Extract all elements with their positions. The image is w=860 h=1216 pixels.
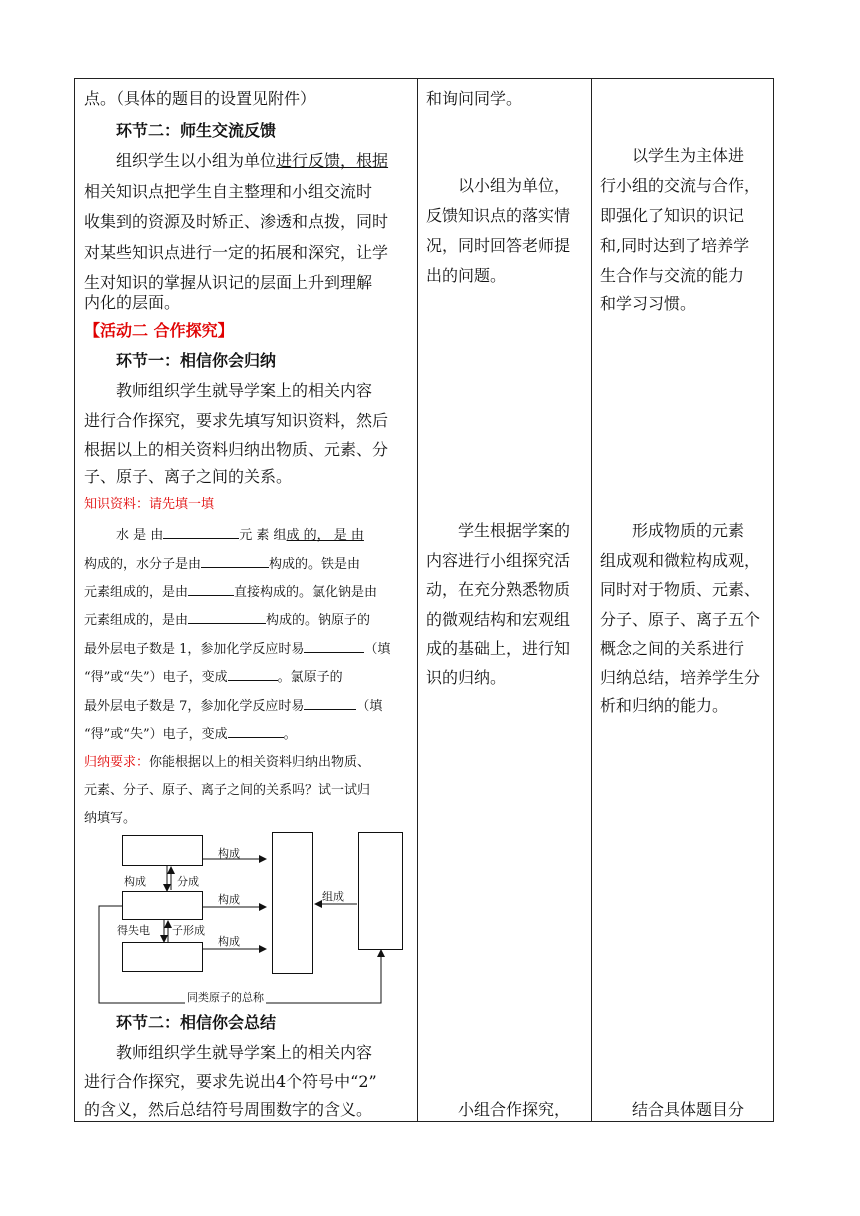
text-line: 析和归纳的能力。 (600, 696, 729, 715)
blank-box-element[interactable] (358, 832, 403, 950)
underlined-text: ， 是 由 (316, 528, 364, 543)
text-span: 。 (283, 727, 297, 742)
text-line: 内容进行小组探究活 (426, 551, 571, 570)
text-line: 出的问题。 (426, 266, 507, 285)
section-heading: 环节二：师生交流反馈 (116, 121, 277, 140)
text-line: 相关知识点把学生自主整理和小组交流时 (84, 182, 373, 201)
text-line: 进行合作探究，要求先填写知识资料，然后 (84, 411, 389, 430)
text-line: 归纳总结，培养学生分 (600, 668, 761, 687)
text-line: 行小组的交流与合作， (600, 176, 761, 195)
blank-box-atom[interactable] (122, 891, 203, 920)
label-compose-right: 组成 (322, 890, 344, 903)
label-make-1: 构成 (218, 847, 240, 860)
text-span: “得”或“失”）电子，变成 (84, 727, 228, 742)
text-line: 的含义，然后总结符号周围数字的含义。 (84, 1100, 373, 1119)
text-line: 结合具体题目分 (632, 1100, 745, 1119)
text-line: 分子、原子、离子五个 (600, 610, 761, 629)
blank-box-substance[interactable] (272, 832, 313, 974)
text-span: 水 是 由 (116, 528, 164, 543)
text-span: 组织学生以小组为单位 (116, 151, 277, 170)
text-span: 构成的。铁是由 (269, 557, 361, 572)
text-line: 进行合作探究，要求先说出4个符号中“2” (84, 1072, 377, 1091)
label-split: 分成 (177, 875, 199, 888)
text-line: 教师组织学生就导学案上的相关内容 (116, 1043, 373, 1062)
text-line: 生合作与交流的能力 (600, 266, 745, 285)
text-line: 组成观和微粒构成观， (600, 551, 761, 570)
text-span: 构成的。钠原子的 (266, 613, 371, 628)
text-line: 同时对于物质、元素、 (600, 580, 761, 599)
knowledge-label: 知识资料：请先填一填 (84, 497, 215, 512)
section-heading: 环节一：相信你会归纳 (116, 351, 277, 370)
text-line: 小组合作探究， (458, 1100, 571, 1119)
label-gain-lose: 得失电 (117, 924, 150, 937)
text-line: 纳填写。 (84, 811, 137, 826)
text-span: 最外层电子数是 1，参加化学反应时易 (84, 642, 305, 657)
text-span: “得”或“失”）电子，变成 (84, 670, 228, 685)
blank-box-molecule[interactable] (122, 835, 203, 866)
text-span: 元素组成的，是由 (84, 613, 189, 628)
text-line: 以学生为主体进 (632, 146, 745, 165)
text-line: 和,同时达到了培养学 (600, 236, 750, 255)
text-line: 生对知识的掌握从识记的层面上升到理解 (84, 273, 373, 292)
underlined-text: 成 的 (286, 528, 317, 543)
underlined-text: 进行反馈 (276, 151, 341, 170)
text-line: 根据以上的相关资料归纳出物质、元素、分 (84, 440, 389, 459)
blank-box-ion[interactable] (122, 942, 203, 972)
summary-requirement-label: 归纳要求： (84, 755, 150, 770)
text-line: 即强化了知识的识记 (600, 206, 745, 225)
text-line: 元素、分子、原子、离子之间的关系吗？试一试归 (84, 783, 371, 798)
text-line: 概念之间的关系进行 (600, 639, 745, 658)
text-line: 子、原子、离子之间的关系。 (84, 467, 293, 486)
activity-heading: 【活动二 合作探究】 (84, 321, 234, 340)
text-line: 和学习习惯。 (600, 294, 697, 313)
text-line: 以小组为单位， (458, 176, 571, 195)
text-line: 动，在充分熟悉物质 (426, 580, 571, 599)
text-line: 成的基础上，进行知 (426, 639, 571, 658)
text-line: 收集到的资源及时矫正、渗透和点拨，同时 (84, 212, 389, 231)
text-span: 你能根据以上的相关资料归纳出物质、 (149, 755, 371, 770)
text-span: （填 (364, 642, 391, 657)
label-collective-term: 同类原子的总称 (187, 991, 264, 1004)
text-line: 内化的层面。 (84, 293, 181, 312)
text-line: 对某些知识点进行一定的拓展和深究，让学 (84, 243, 389, 262)
text-span: 。氯原子的 (277, 670, 343, 685)
text-span: 最外层电子数是 7，参加化学反应时易 (84, 699, 305, 714)
text-span: 构成的，水分子是由 (84, 557, 202, 572)
text-line: 识的归纳。 (426, 668, 507, 687)
text-line: 形成物质的元素 (632, 521, 745, 540)
text-span: 元素组成的，是由 (84, 585, 189, 600)
text-line: 的微观结构和宏观组 (426, 610, 571, 629)
underlined-text: ， (340, 151, 357, 170)
text-line: 点。（具体的题目的设置见附件） (84, 89, 317, 108)
label-form: 子形成 (172, 924, 205, 937)
text-line: 学生根据学案的 (458, 521, 571, 540)
section-heading: 环节二：相信你会总结 (116, 1013, 277, 1032)
label-compose-left: 构成 (124, 875, 146, 888)
label-make-2: 构成 (218, 893, 240, 906)
text-span: （填 (356, 699, 383, 714)
label-make-3: 构成 (218, 935, 240, 948)
text-line: 教师组织学生就导学案上的相关内容 (116, 381, 373, 400)
text-span: 直接构成的。氯化钠是由 (234, 585, 378, 600)
text-line: 反馈知识点的落实情 (426, 206, 571, 225)
text-line: 况，同时回答老师提 (426, 236, 571, 255)
text-span: 元 素 组 (239, 528, 287, 543)
text-line: 和询问同学。 (426, 89, 523, 108)
underlined-text: 根据 (356, 151, 389, 170)
